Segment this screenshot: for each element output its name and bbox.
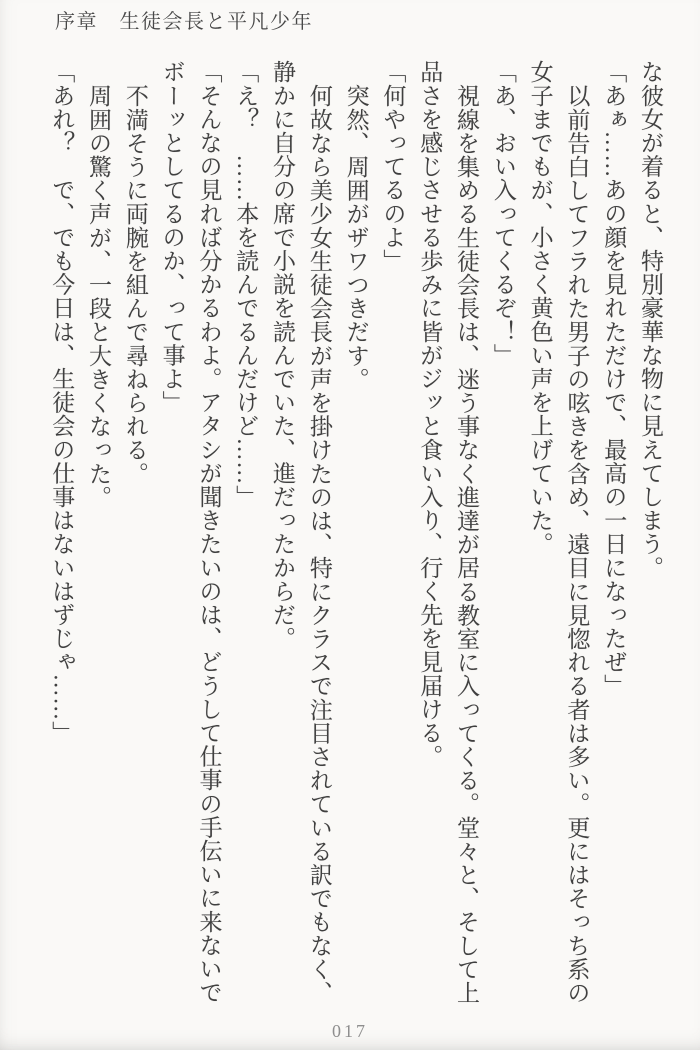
text-column: 女子までもが、小さく黄色い声を上げていた。 — [527, 60, 553, 556]
text-column: 何故なら美少女生徒会長が声を掛けたのは、特にクラスで注目されている訳でもなく、 — [306, 83, 332, 1004]
text-column: 「何やってるのよ」 — [380, 60, 406, 273]
text-column: 不満そうに両腕を組んで尋ねられる。 — [122, 83, 148, 485]
text-column: 「あれ？ で、でも今日は、生徒会の仕事はないはずじゃ……」 — [49, 60, 75, 745]
text-column: 「え？ ……本を読んでるんだけど……」 — [233, 60, 259, 509]
text-column: 視線を集める生徒会長は、迷う事なく進達が居る教室に入ってくる。堂々と、そして上 — [454, 83, 480, 1004]
text-column: 「あぁ……あの顔を見れただけで、最高の一日になったぜ」 — [601, 60, 627, 698]
text-column: な彼女が着ると、特別豪華な物に見えてしまう。 — [638, 60, 663, 580]
text-column: 突然、周囲がザワつきだす。 — [343, 83, 369, 391]
text-column: 以前告白してフラれた男子の呟きを含め、遠目に見惚れる者は多い。更にはそっち系の — [564, 83, 590, 1004]
text-columns — [42, 60, 668, 1006]
text-column: 品さを感じさせる歩みに皆がジッと食い入り、行く先を見届ける。 — [417, 60, 443, 768]
page-number: 017 — [332, 1021, 368, 1041]
text-column: ボーッとしてるのか、って事よ」 — [159, 60, 185, 414]
text-column: 「そんなの見れば分かるわよ。アタシが聞きたいのは、どうして仕事の手伝いに来ないで — [196, 60, 222, 1004]
text-column: 周囲の驚く声が、一段と大きくなった。 — [86, 83, 112, 509]
text-column: 「あ、おい入ってくるぞ！」 — [490, 60, 516, 367]
chapter-header: 序章 生徒会長と平凡少年 — [55, 11, 313, 33]
text-column: 静かに自分の席で小説を読んでいた、進だったからだ。 — [270, 60, 296, 650]
